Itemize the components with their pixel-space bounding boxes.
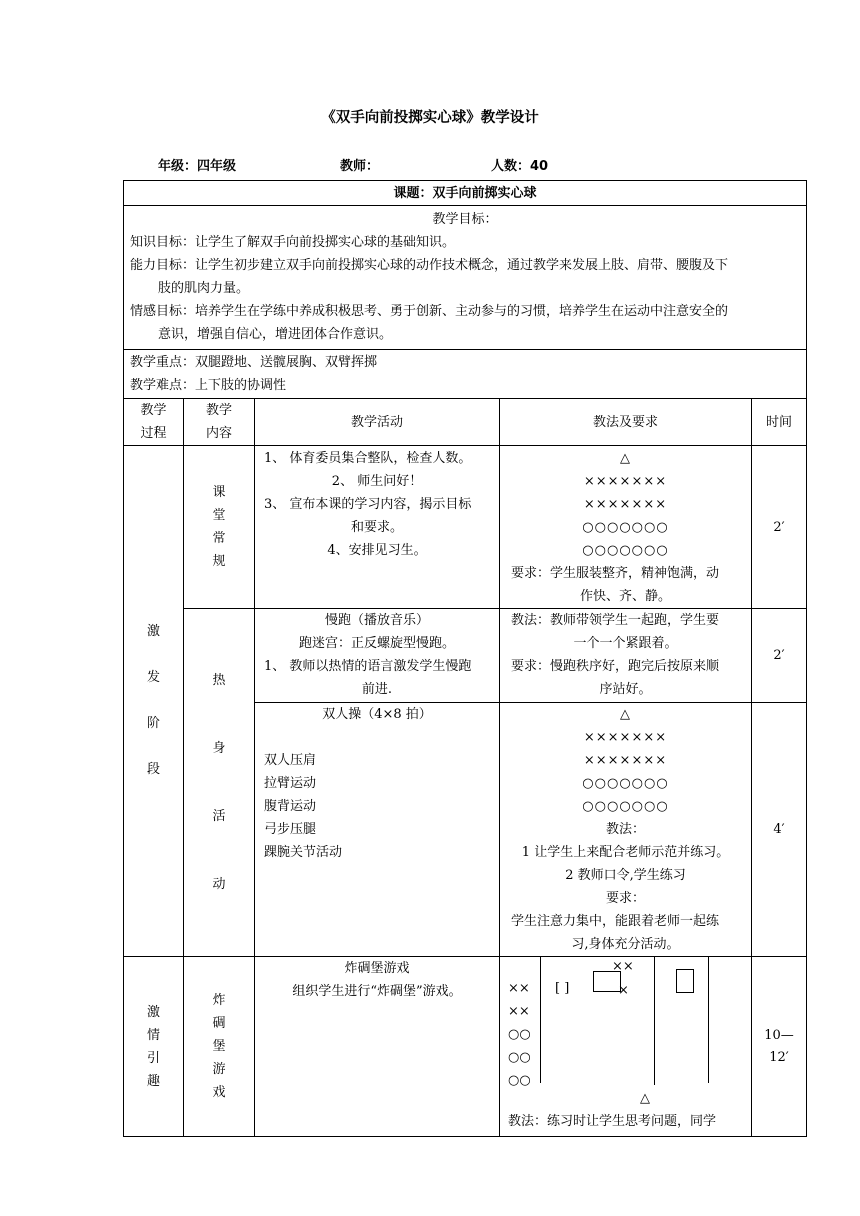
goals-cell [124,206,807,350]
jog-method-line: 要求：慢跑秩序好，跑完后按原来顺 [511,659,720,674]
stage-2-label [124,957,184,1137]
header-process-line-2: 过程 [140,426,167,441]
formation-row: ○○○○○○○ [582,799,669,814]
document-title: 《双手向前投掷实心球》教学设计 [321,110,539,126]
game-char: 碉 [212,1016,226,1031]
jog-activities [255,609,500,703]
diagram-row: ○○ [508,1050,531,1065]
game-time-line-1: 10— [764,1027,794,1043]
jog-method-line: 一个一个紧跟着。 [573,636,678,651]
routine-method [500,446,752,609]
formation-row: ××××××× [583,497,668,512]
stage-1-char: 发 [146,670,160,685]
goal-ability-line-1: 能力目标：让学生初步建立双手向前投掷实心球的动作技术概念，通过教学来发展上肢、肩带、腰腹及下 [130,258,729,273]
bunker-box [593,971,621,992]
formation-row: ○○○○○○○ [582,543,669,558]
routine-activity: 和要求。 [350,520,403,535]
start-line [540,957,541,1083]
pair-item: 双人压肩 [264,753,317,768]
pair-item: 踝腕关节活动 [264,845,343,860]
pair-method-line: 学生注意力集中，能跟着老师一起练 [511,914,720,929]
divider-line [654,957,655,1085]
routine-char: 常 [212,531,226,546]
warmup-char: 身 [212,740,226,756]
formation-row: ××××××× [583,474,668,489]
teacher-triangle: △ [620,451,631,466]
header-process [124,399,184,446]
routine-char: 规 [212,554,226,569]
goals-title: 教学目标： [432,212,498,227]
jog-time: 2′ [752,609,807,703]
routine-time: 2′ [752,446,807,609]
diagram-row: ×× [508,981,530,996]
stage-1-label [124,446,184,957]
game-diagram [500,957,751,1132]
routine-activity: 2、 师生问好！ [331,474,423,489]
game-title: 炸碉堡游戏 [344,961,410,976]
game-activities [255,957,500,1137]
game-method-text: 教法：练习时让学生思考问题，同学 [508,1114,717,1129]
divider-line [708,957,709,1083]
jog-activity: 慢跑（播放音乐） [324,613,429,628]
diagram-x-mark: × [618,983,629,998]
bunker-box [676,969,694,993]
game-method [500,957,752,1137]
stage-2-char: 趣 [146,1073,160,1089]
stage-1-char: 阶 [146,716,160,731]
game-char: 游 [212,1062,226,1077]
routine-activity: 4、安排见习生。 [327,543,427,558]
pair-method-line: 要求： [605,891,645,906]
pair-activities [255,703,500,957]
pair-item: 弓步压腿 [264,822,317,837]
warmup-char: 活 [212,808,226,824]
header-content-line-1: 教学 [205,403,232,418]
pair-item: 腹背运动 [264,799,317,814]
pair-method-line: 2 教师口令,学生练习 [565,868,686,883]
warmup-content [184,609,255,957]
student-count-label: 人数：40 [491,159,549,174]
formation-row: ××××××× [583,730,668,745]
teacher-triangle: △ [640,1091,650,1106]
routine-activity: 3、 宣布本课的学习内容，揭示目标 [264,497,472,512]
game-time [752,957,807,1137]
key-points-cell [124,350,807,399]
pair-time: 4′ [752,703,807,957]
key-point: 教学重点：双腿蹬地、送髋展胸、双臂挥掷 [130,355,378,370]
goal-ability-line-2: 肢的肌肉力量。 [158,281,250,296]
pair-method-line: 习,身体充分活动。 [571,937,680,952]
diagram-top-marks: ×× [612,959,634,974]
header-activity: 教学活动 [255,399,500,446]
jog-method-line: 序站好。 [599,682,652,697]
warmup-char: 热 [212,672,226,688]
routine-formation [503,447,748,562]
game-char: 炸 [212,993,226,1008]
stage-2-char: 引 [146,1050,160,1066]
stage-2-char: 情 [146,1027,160,1043]
formation-row: ○○○○○○○ [582,520,669,535]
formation-row: ○○○○○○○ [582,776,669,791]
lesson-plan-table [123,180,807,1137]
header-method: 教法及要求 [500,399,752,446]
goal-knowledge: 知识目标：让学生了解双手向前投掷实心球的基础知识。 [130,235,456,250]
jog-activity: 跑迷宫：正反螺旋型慢跑。 [298,636,455,651]
routine-char: 课 [212,485,226,500]
diagram-row: ×× [508,1004,530,1019]
pair-item: 拉臂运动 [264,776,317,791]
header-time: 时间 [752,399,807,446]
routine-char: 堂 [212,508,226,523]
routine-requirement-line-2: 作快、齐、静。 [579,589,671,604]
pair-method-line: 教法： [605,822,645,837]
game-content [184,957,255,1137]
game-char: 堡 [212,1039,226,1054]
game-char: 戏 [212,1085,226,1100]
diagram-row: ○○ [508,1027,531,1042]
game-description: 组织学生进行“炸碉堡”游戏。 [292,984,462,999]
pair-method-line: 1 让学生上来配合老师示范并练习。 [521,845,730,860]
jog-activity: 1、 教师以热情的语言激发学生慢跑 [264,659,472,674]
topic-row: 课题：双手向前掷实心球 [124,181,807,206]
pair-method [500,703,752,957]
stage-1-char: 激 [146,624,160,639]
stage-2-char: 激 [146,1004,160,1020]
header-content-line-2: 内容 [205,426,232,441]
game-time-line-2: 12′ [769,1049,789,1065]
goal-emotion-line-2: 意识，增强自信心，增进团体合作意识。 [158,327,393,342]
pair-formation [503,703,748,818]
jog-activity: 前进. [361,682,393,697]
stage-1-char: 段 [146,762,160,777]
routine-requirement-line-1: 要求：学生服装整齐，精神饱满，动 [511,566,720,581]
formation-row: ××××××× [583,753,668,768]
jog-method [500,609,752,703]
routine-content [184,446,255,609]
pair-title: 双人操（4×8 拍） [322,707,432,722]
diagram-row: ○○ [508,1073,531,1088]
teacher-label: 教师： [340,159,380,174]
header-content [184,399,255,446]
header-process-line-1: 教学 [140,403,167,418]
routine-activities [255,446,500,609]
routine-activity: 1、 体育委员集合整队，检查人数。 [264,451,472,466]
teacher-triangle: △ [620,707,631,722]
jog-method-line: 教法：教师带领学生一起跑，学生要 [511,613,720,628]
diagram-bracket: [ ] [555,981,570,996]
grade-label: 年级：四年级 [158,159,237,174]
goal-emotion-line-1: 情感目标：培养学生在学练中养成积极思考、勇于创新、主动参与的习惯，培养学生在运动中注意安全的 [130,304,729,319]
difficult-point: 教学难点：上下肢的协调性 [130,378,287,393]
warmup-char: 动 [212,876,226,892]
